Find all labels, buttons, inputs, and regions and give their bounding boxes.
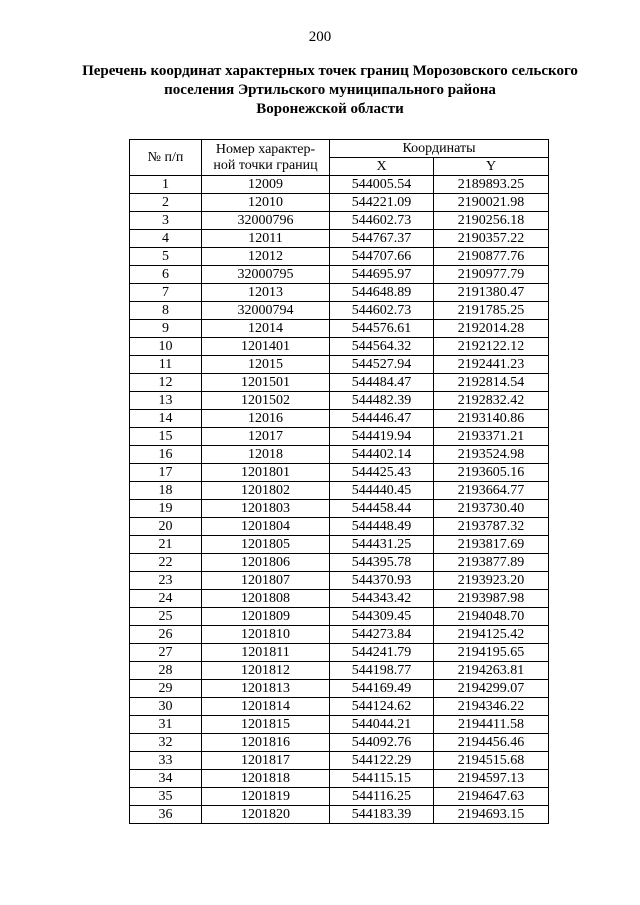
cell-x: 544092.76 [330,734,434,752]
cell-x: 544767.37 [330,230,434,248]
table-row [130,500,549,518]
cell-point-number: 12009 [202,176,330,194]
cell-row-number: 23 [130,572,202,590]
cell-point-number: 32000794 [202,302,330,320]
cell-row-number: 16 [130,446,202,464]
cell-row-number: 20 [130,518,202,536]
table-row [130,284,549,302]
cell-x: 544122.29 [330,752,434,770]
title-line-3: Воронежской области [256,101,404,117]
cell-row-number: 26 [130,626,202,644]
cell-point-number: 1201817 [202,752,330,770]
cell-row-number: 15 [130,428,202,446]
header-row-number: № п/п [130,140,202,176]
cell-row-number: 5 [130,248,202,266]
table-row [130,230,549,248]
cell-x: 544183.39 [330,806,434,824]
table-row [130,212,549,230]
cell-point-number: 12016 [202,410,330,428]
cell-point-number: 1201810 [202,626,330,644]
table-row [130,518,549,536]
cell-point-number: 1201813 [202,680,330,698]
table-row [130,536,549,554]
title-line-2: поселения Эртильского муниципального района [164,82,496,98]
cell-y: 2194515.68 [434,752,549,770]
title-line-1: Перечень координат характерных точек границ Морозовского сельского [82,63,578,79]
table-row [130,608,549,626]
cell-y: 2193524.98 [434,446,549,464]
table-header [130,140,549,176]
cell-row-number: 14 [130,410,202,428]
cell-x: 544124.62 [330,698,434,716]
cell-row-number: 2 [130,194,202,212]
table-row [130,392,549,410]
cell-x: 544602.73 [330,212,434,230]
cell-y: 2194411.58 [434,716,549,734]
cell-x: 544370.93 [330,572,434,590]
cell-y: 2194597.13 [434,770,549,788]
cell-row-number: 22 [130,554,202,572]
cell-x: 544707.66 [330,248,434,266]
cell-y: 2192441.23 [434,356,549,374]
cell-point-number: 12012 [202,248,330,266]
cell-y: 2194456.46 [434,734,549,752]
table-row [130,428,549,446]
table-row [130,446,549,464]
cell-row-number: 32 [130,734,202,752]
cell-point-number: 1201802 [202,482,330,500]
cell-x: 544564.32 [330,338,434,356]
table-row [130,266,549,284]
cell-row-number: 8 [130,302,202,320]
cell-row-number: 34 [130,770,202,788]
cell-row-number: 3 [130,212,202,230]
cell-y: 2193605.16 [434,464,549,482]
cell-x: 544440.45 [330,482,434,500]
table-row [130,410,549,428]
coordinates-table [129,139,549,824]
cell-x: 544005.54 [330,176,434,194]
cell-x: 544602.73 [330,302,434,320]
cell-y: 2192832.42 [434,392,549,410]
cell-x: 544241.79 [330,644,434,662]
header-x: X [330,158,434,176]
cell-point-number: 12014 [202,320,330,338]
cell-row-number: 17 [130,464,202,482]
cell-x: 544221.09 [330,194,434,212]
cell-row-number: 18 [130,482,202,500]
table-row [130,572,549,590]
cell-x: 544527.94 [330,356,434,374]
cell-y: 2194263.81 [434,662,549,680]
cell-row-number: 24 [130,590,202,608]
table-row [130,464,549,482]
cell-point-number: 1201807 [202,572,330,590]
cell-point-number: 1201811 [202,644,330,662]
cell-point-number: 1201808 [202,590,330,608]
cell-x: 544273.84 [330,626,434,644]
cell-point-number: 12010 [202,194,330,212]
cell-y: 2192814.54 [434,374,549,392]
cell-point-number: 32000795 [202,266,330,284]
cell-x: 544695.97 [330,266,434,284]
cell-row-number: 35 [130,788,202,806]
cell-row-number: 12 [130,374,202,392]
cell-point-number: 1201401 [202,338,330,356]
cell-y: 2191785.25 [434,302,549,320]
cell-x: 544402.14 [330,446,434,464]
header-point-line-2: ной точки границ [213,157,318,173]
cell-point-number: 1201804 [202,518,330,536]
cell-x: 544448.49 [330,518,434,536]
cell-point-number: 1201803 [202,500,330,518]
table-row [130,482,549,500]
cell-point-number: 12015 [202,356,330,374]
table-row [130,626,549,644]
cell-row-number: 1 [130,176,202,194]
cell-y: 2193923.20 [434,572,549,590]
table-row [130,176,549,194]
cell-point-number: 1201809 [202,608,330,626]
table-row [130,590,549,608]
table-row [130,320,549,338]
cell-y: 2193817.69 [434,536,549,554]
cell-row-number: 9 [130,320,202,338]
cell-x: 544309.45 [330,608,434,626]
cell-y: 2193877.89 [434,554,549,572]
cell-y: 2190256.18 [434,212,549,230]
cell-y: 2193140.86 [434,410,549,428]
cell-point-number: 1201501 [202,374,330,392]
cell-y: 2194299.07 [434,680,549,698]
cell-y: 2193730.40 [434,500,549,518]
cell-row-number: 4 [130,230,202,248]
cell-y: 2194647.63 [434,788,549,806]
cell-x: 544395.78 [330,554,434,572]
table-row [130,338,549,356]
cell-row-number: 13 [130,392,202,410]
table-row [130,734,549,752]
table-row [130,248,549,266]
cell-x: 544425.43 [330,464,434,482]
cell-y: 2190977.79 [434,266,549,284]
cell-x: 544169.49 [330,680,434,698]
cell-x: 544648.89 [330,284,434,302]
cell-point-number: 1201814 [202,698,330,716]
cell-x: 544482.39 [330,392,434,410]
cell-x: 544419.94 [330,428,434,446]
cell-x: 544198.77 [330,662,434,680]
cell-y: 2193787.32 [434,518,549,536]
table-row [130,716,549,734]
header-y: Y [434,158,549,176]
cell-row-number: 27 [130,644,202,662]
cell-y: 2194195.65 [434,644,549,662]
cell-point-number: 12011 [202,230,330,248]
cell-x: 544044.21 [330,716,434,734]
table-row [130,374,549,392]
header-point-number [202,140,330,176]
table-row [130,752,549,770]
table-row [130,644,549,662]
cell-x: 544343.42 [330,590,434,608]
table-row [130,680,549,698]
cell-point-number: 1201819 [202,788,330,806]
table-row [130,356,549,374]
cell-row-number: 6 [130,266,202,284]
cell-point-number: 1201812 [202,662,330,680]
cell-x: 544116.25 [330,788,434,806]
cell-y: 2190021.98 [434,194,549,212]
cell-y: 2189893.25 [434,176,549,194]
cell-row-number: 33 [130,752,202,770]
cell-point-number: 12013 [202,284,330,302]
cell-point-number: 1201806 [202,554,330,572]
cell-y: 2194125.42 [434,626,549,644]
cell-y: 2193371.21 [434,428,549,446]
cell-row-number: 36 [130,806,202,824]
table-row [130,194,549,212]
cell-x: 544484.47 [330,374,434,392]
cell-row-number: 29 [130,680,202,698]
cell-row-number: 21 [130,536,202,554]
cell-x: 544458.44 [330,500,434,518]
cell-point-number: 1201801 [202,464,330,482]
cell-x: 544446.47 [330,410,434,428]
cell-y: 2190877.76 [434,248,549,266]
cell-row-number: 19 [130,500,202,518]
cell-y: 2190357.22 [434,230,549,248]
table-row [130,788,549,806]
cell-x: 544115.15 [330,770,434,788]
header-coordinates: Координаты [330,140,549,158]
cell-row-number: 11 [130,356,202,374]
cell-y: 2193987.98 [434,590,549,608]
cell-y: 2192014.28 [434,320,549,338]
table-row [130,554,549,572]
cell-point-number: 1201816 [202,734,330,752]
table-row [130,698,549,716]
cell-row-number: 7 [130,284,202,302]
cell-point-number: 12017 [202,428,330,446]
cell-point-number: 12018 [202,446,330,464]
cell-point-number: 1201818 [202,770,330,788]
cell-point-number: 1201820 [202,806,330,824]
cell-y: 2193664.77 [434,482,549,500]
cell-point-number: 1201815 [202,716,330,734]
table-body [130,176,549,824]
cell-point-number: 32000796 [202,212,330,230]
cell-row-number: 30 [130,698,202,716]
table-row [130,662,549,680]
header-point-line-1: Номер характер- [215,141,316,157]
cell-row-number: 10 [130,338,202,356]
cell-y: 2194346.22 [434,698,549,716]
cell-y: 2194048.70 [434,608,549,626]
table-row [130,302,549,320]
cell-point-number: 1201502 [202,392,330,410]
cell-y: 2194693.15 [434,806,549,824]
cell-row-number: 31 [130,716,202,734]
cell-point-number: 1201805 [202,536,330,554]
page-number: 200 [308,29,332,45]
cell-row-number: 25 [130,608,202,626]
cell-x: 544431.25 [330,536,434,554]
cell-y: 2191380.47 [434,284,549,302]
cell-row-number: 28 [130,662,202,680]
table-row [130,806,549,824]
cell-y: 2192122.12 [434,338,549,356]
document-title [60,62,600,119]
cell-x: 544576.61 [330,320,434,338]
table-row [130,770,549,788]
